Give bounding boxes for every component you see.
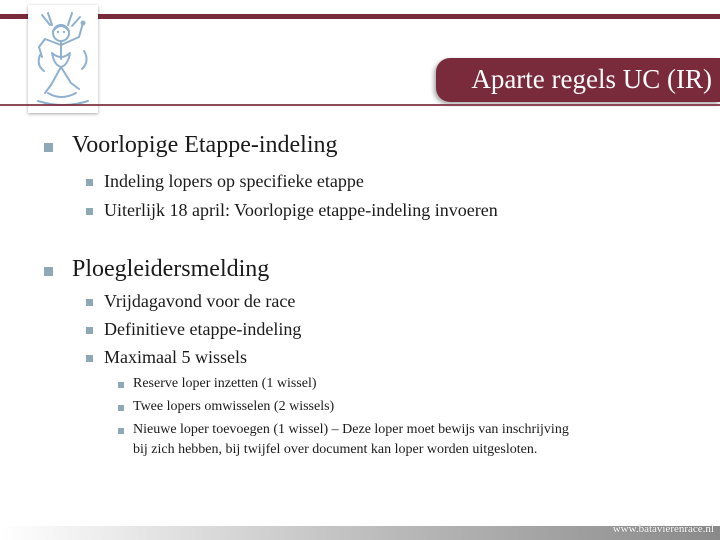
bullet-square-icon — [86, 299, 93, 306]
sub-list-item-text: Reserve loper inzetten (1 wissel) — [133, 376, 317, 391]
bullet-square-icon — [86, 179, 93, 186]
footer-url: www.batavierenrace.nl — [612, 523, 714, 535]
bullet-square-icon — [118, 428, 124, 434]
section-heading-text: Voorlopige Etappe-indeling — [72, 132, 338, 158]
logo — [28, 5, 98, 113]
page-title: Aparte regels UC (IR) — [471, 64, 712, 94]
section-heading-text: Ploegleidersmelding — [72, 256, 270, 282]
list-item-text: Definitieve etappe-indeling — [104, 319, 302, 339]
bullet-square-icon — [86, 208, 93, 215]
sub-list-item-continuation — [133, 442, 537, 458]
bullet-square-icon — [44, 267, 53, 276]
sub-list-item-text: bij zich hebben, bij twijfel over document kan loper worden uitgesloten. — [133, 442, 538, 457]
list-item — [104, 291, 295, 312]
section-heading — [72, 132, 338, 159]
list-item — [104, 171, 364, 192]
bullet-square-icon — [44, 143, 53, 152]
title-divider — [0, 104, 720, 106]
sub-list-item-text: Twee lopers omwisselen (2 wissels) — [133, 399, 335, 414]
list-item-text: Vrijdagavond voor de race — [104, 291, 296, 311]
bullet-square-icon — [86, 327, 93, 334]
section-heading — [72, 256, 269, 283]
list-item-text: Maximaal 5 wissels — [104, 347, 247, 367]
bataven-warrior-logo-icon — [28, 5, 98, 113]
list-item — [104, 319, 301, 340]
list-item — [104, 347, 247, 368]
title-banner — [436, 58, 720, 102]
top-accent-rule — [0, 14, 720, 19]
sub-list-item — [133, 422, 569, 438]
bullet-square-icon — [118, 405, 124, 411]
bullet-square-icon — [118, 382, 124, 388]
sub-list-item — [133, 399, 334, 415]
bullet-square-icon — [86, 355, 93, 362]
list-item — [104, 200, 498, 221]
sub-list-item — [133, 376, 317, 392]
sub-list-item-text: Nieuwe loper toevoegen (1 wissel) – Deze loper moet bewijs van inschrijving — [133, 422, 569, 437]
list-item-text: Indeling lopers op specifieke etappe — [104, 171, 364, 191]
list-item-text: Uiterlijk 18 april: Voorlopige etappe-indeling invoeren — [104, 200, 498, 220]
